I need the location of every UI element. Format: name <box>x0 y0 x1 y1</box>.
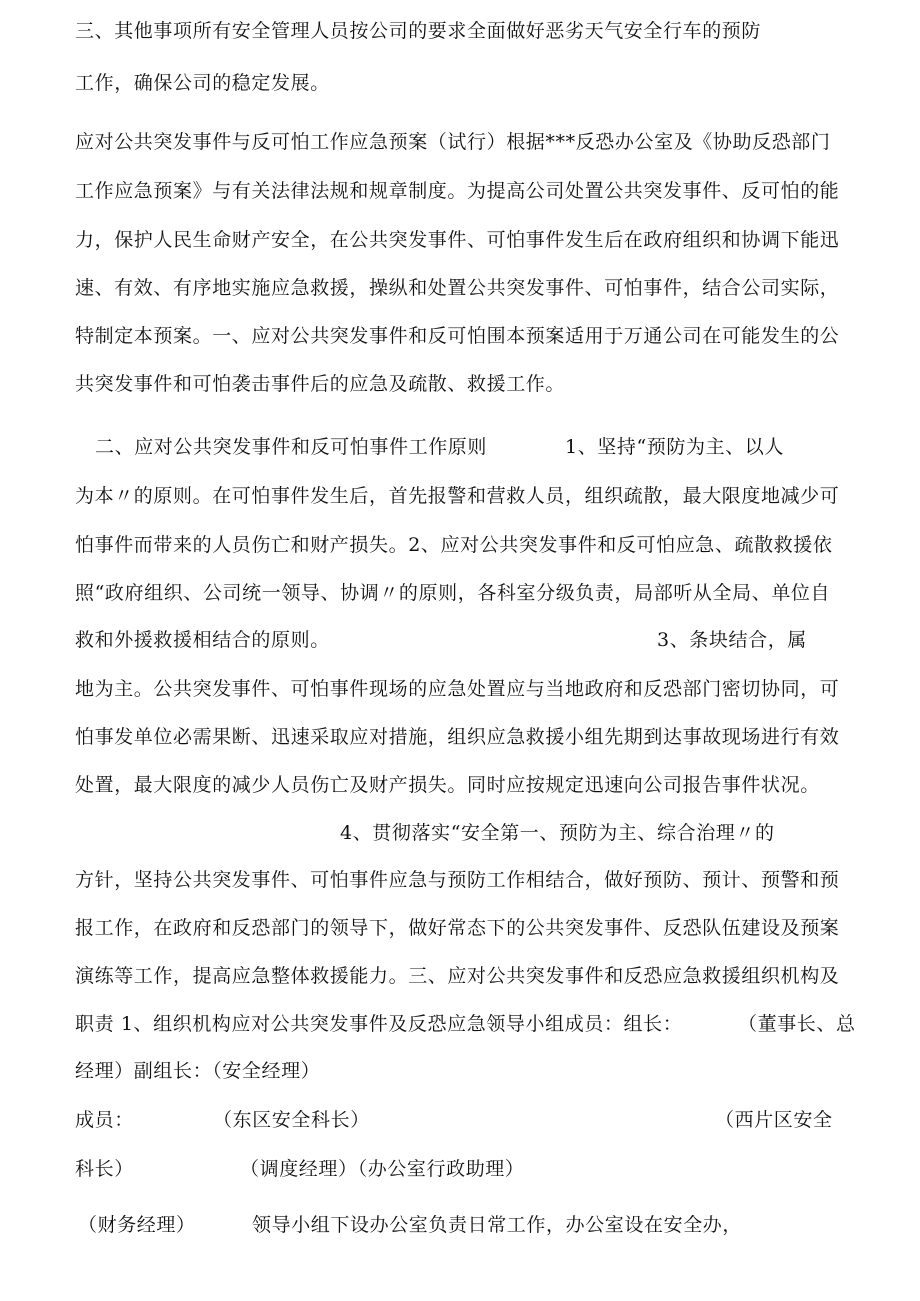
text-line: 成员： <box>75 1109 134 1131</box>
text-line: 地为主。公共突发事件、可怕事件现场的应急处置应与当地政府和反恐部门密切协同，可 <box>75 678 840 700</box>
text-line: 速、有效、有序地实施应急救援，操纵和处置公共突发事件、可怕事件，结合公司实际， <box>75 277 840 299</box>
text-line: （董事长、总 <box>738 1013 856 1035</box>
text-line: 救和外援救援相结合的原则。 <box>75 629 330 651</box>
text-line: 处置，最大限度的减少人员伤亡及财产损失。同时应按规定迅速向公司报告事件状况。 <box>75 774 820 796</box>
text-line: 4、贯彻落实“安全第一、预防为主、综合治理〃的 <box>340 822 775 844</box>
text-line: 1、坚持“预防为主、以人 <box>565 436 785 458</box>
text-line: 为本〃的原则。在可怕事件发生后，首先报警和营救人员，组织疏散，最大限度地减少可 <box>75 485 840 507</box>
text-line: （西片区安全 <box>715 1109 833 1131</box>
text-line: 怕事发单位必需果断、迅速采取应对措施，组织应急救援小组先期到达事故现场进行有效 <box>75 726 840 748</box>
text-line: 工作，确保公司的稳定发展。 <box>75 72 330 94</box>
text-line: 经理）副组长：（安全经理） <box>75 1060 321 1082</box>
text-line: 怕事件而带来的人员伤亡和财产损失。2、应对公共突发事件和反可怕应急、疏散救援依 <box>75 534 833 556</box>
text-line: 工作应急预案》与有关法律法规和规章制度。为提高公司处置公共突发事件、反可怕的能 <box>75 180 840 202</box>
text-line: 3、条块结合，属 <box>657 629 807 651</box>
text-line: （财务经理） <box>78 1214 196 1236</box>
text-line: 科长） <box>75 1158 134 1180</box>
text-line: 方针，坚持公共突发事件、可怕事件应急与预防工作相结合，做好预防、预计、预警和预 <box>75 869 840 891</box>
text-line: 职责 1、组织机构应对公共突发事件及反恐应急领导小组成员：组长： <box>75 1013 683 1035</box>
text-line: （东区安全科长） <box>213 1109 370 1131</box>
text-line: 报工作，在政府和反恐部门的领导下，做好常态下的公共突发事件、反恐队伍建设及预案 <box>75 917 840 939</box>
text-line: 照“政府组织、公司统一领导、协调〃的原则，各科室分级负责，局部听从全局、单位自 <box>75 582 831 604</box>
text-line: 演练等工作，提高应急整体救援能力。三、应对公共突发事件和反恐应急救援组织机构及 <box>75 965 840 987</box>
text-line: 应对公共突发事件与反可怕工作应急预案（试行）根据***反恐办公室及《协助反恐部门 <box>75 131 831 153</box>
text-line: 共突发事件和可怕袭击事件后的应急及疏散、救援工作。 <box>75 373 566 395</box>
text-line: （调度经理）（办公室行政助理） <box>240 1158 525 1180</box>
text-line: 三、其他事项所有安全管理人员按公司的要求全面做好恶劣天气安全行车的预防 <box>75 20 762 42</box>
section-heading: 二、应对公共突发事件和反可怕事件工作原则 <box>95 436 488 458</box>
text-line: 力，保护人民生命财产安全，在公共突发事件、可怕事件发生后在政府组织和协调下能迅 <box>75 229 840 251</box>
text-line: 特制定本预案。一、应对公共突发事件和反可怕围本预案适用于万通公司在可能发生的公 <box>75 325 840 347</box>
text-line: 领导小组下设办公室负责日常工作，办公室设在安全办， <box>252 1214 743 1236</box>
